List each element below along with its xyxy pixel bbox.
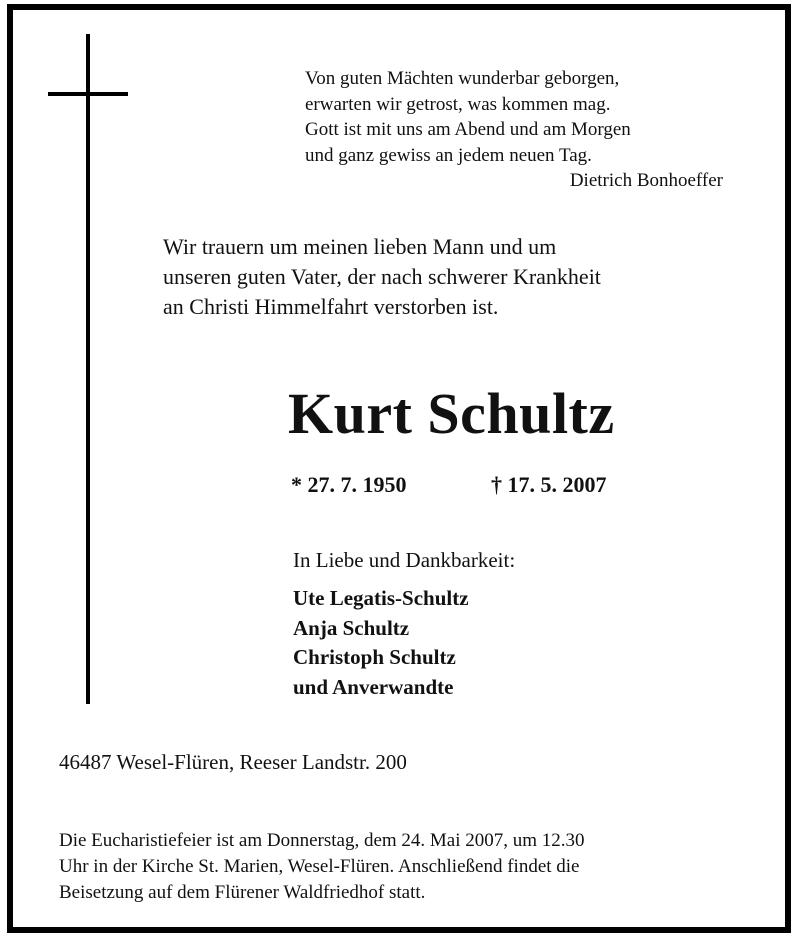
mourning-statement (163, 232, 601, 322)
mourner-name: Anja Schultz (293, 615, 410, 640)
service-line: Die Eucharistiefeier ist am Donnerstag, dem 24. Mai 2007, um 12.30 (59, 830, 585, 851)
statement-line: Wir trauern um meinen lieben Mann und um (163, 234, 557, 259)
poem-line: Gott ist mit uns am Abend und am Morgen (305, 119, 631, 140)
obituary-frame (7, 4, 791, 933)
mourner-name: und Anverwandte (293, 674, 454, 699)
service-line: Beisetzung auf dem Flürener Waldfriedhof statt. (59, 882, 426, 903)
statement-line: an Christi Himmelfahrt verstorben ist. (163, 294, 499, 319)
death-date: † 17. 5. 2007 (491, 472, 607, 497)
poem-line: erwarten wir getrost, was kommen mag. (305, 93, 611, 115)
poem-line: Von guten Mächten wunderbar geborgen, (305, 68, 620, 89)
deceased-name: Kurt Schultz (288, 381, 615, 446)
family-address: 46487 Wesel-Flüren, Reeser Landstr. 200 (59, 750, 407, 774)
mourner-name: Christoph Schultz (293, 645, 456, 669)
service-notice (59, 828, 585, 906)
poem-line: und ganz gewiss an jedem neuen Tag. (305, 144, 592, 166)
poem-quote (305, 66, 723, 194)
mourner-name: Ute Legatis-Schultz (293, 586, 469, 610)
cross-icon-horizontal (48, 92, 128, 96)
service-line: Uhr in der Kirche St. Marien, Wesel-Flüren. Anschließend findet die (59, 856, 580, 877)
mourners-list (293, 584, 469, 702)
poem-author: Dietrich Bonhoeffer (569, 170, 723, 191)
birth-date: * 27. 7. 1950 (291, 472, 407, 497)
cross-icon-vertical (86, 34, 90, 704)
statement-line: unseren guten Vater, der nach schwerer Krankheit (163, 264, 601, 289)
mourners-intro: In Liebe und Dankbarkeit: (293, 548, 516, 572)
